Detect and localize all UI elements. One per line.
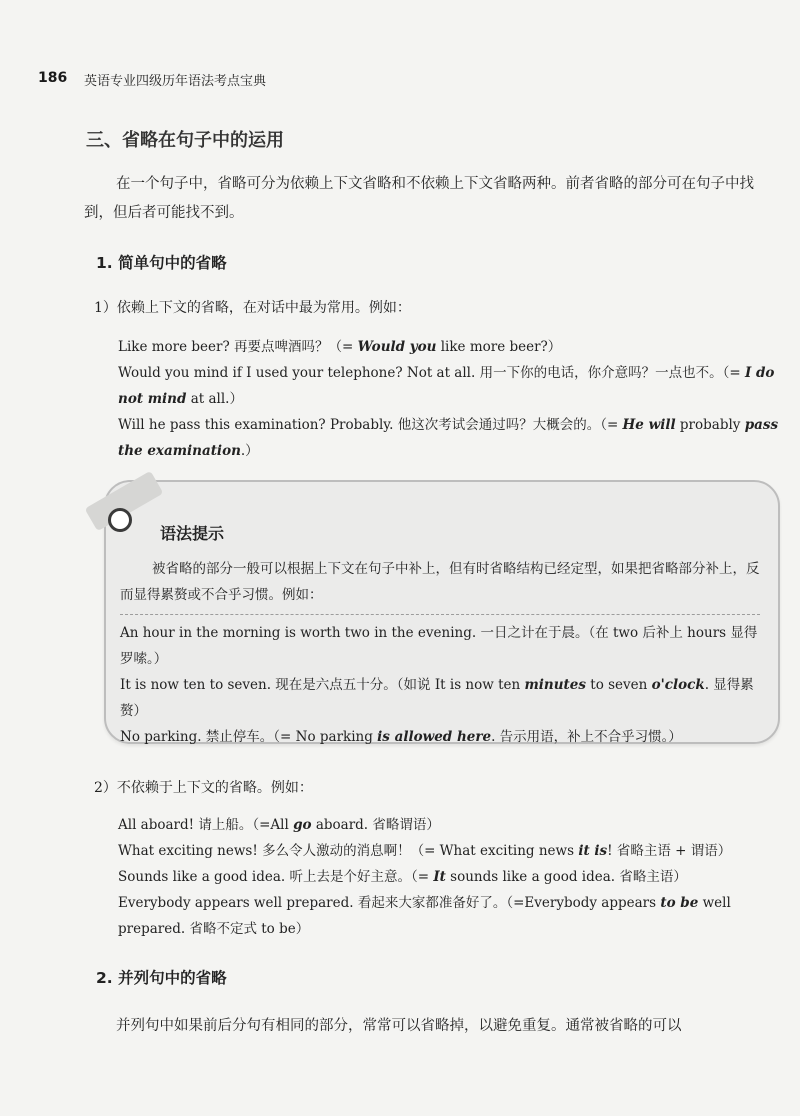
- example-line: [118, 812, 780, 838]
- tip-marker-icon: [108, 508, 132, 532]
- example-bold: I do not mind: [118, 365, 775, 407]
- example-line: [118, 864, 780, 890]
- item-1-examples: [118, 334, 780, 464]
- section-title: 三、省略在句子中的运用: [86, 130, 284, 151]
- example-bold: Would you: [357, 339, 437, 355]
- example-text: No parking. 禁止停车。（= No parking: [120, 729, 378, 745]
- example-bold: pass the examination: [118, 417, 779, 459]
- tip-example-line: [120, 724, 760, 750]
- example-bold: go: [293, 817, 312, 833]
- grammar-tip-title: 语法提示: [160, 524, 225, 543]
- example-text: like more beer?）: [436, 339, 562, 355]
- example-bold: to be: [660, 895, 699, 911]
- subsection-2-intro: [84, 1012, 780, 1041]
- example-text: .）: [240, 443, 259, 459]
- book-title: 英语专业四级历年语法考点宝典: [84, 74, 267, 89]
- example-text: to seven: [585, 677, 652, 693]
- example-bold: minutes: [524, 677, 586, 693]
- example-bold: is allowed here: [377, 729, 492, 745]
- item-2-examples: [118, 812, 780, 942]
- example-text: Like more beer? 再要点啤酒吗？（=: [118, 339, 358, 355]
- grammar-tip-examples: [120, 620, 760, 750]
- example-text: Would you mind if I used your telephone? Not at all. 用一下你的电话，你介意吗？一点也不。（=: [118, 365, 745, 381]
- example-text: Will he pass this examination? Probably. 他这次考试会通过吗？大概会的。（=: [118, 417, 623, 433]
- section-intro: [84, 170, 780, 228]
- example-text: All aboard! 请上船。（=All: [118, 817, 294, 833]
- example-text: It is now ten to seven. 现在是六点五十分。（如说 It is now ten: [120, 677, 525, 693]
- example-line: [118, 412, 780, 464]
- example-bold: it is: [578, 843, 608, 859]
- item-1-title: 1）依赖上下文的省略，在对话中最为常用。例如：: [94, 300, 411, 316]
- example-text: ! 省略主语 + 谓语）: [607, 843, 732, 859]
- example-line: [118, 334, 780, 360]
- example-bold: It: [433, 869, 446, 885]
- subsection-2-intro-text: 并列句中如果前后分句有相同的部分，常常可以省略掉，以避免重复。通常被省略的可以: [116, 1018, 682, 1034]
- example-line: [118, 838, 780, 864]
- example-text: . 告示用语，补上不合乎习惯。）: [491, 729, 682, 745]
- example-line: [118, 890, 780, 942]
- example-text: well prepared. 省略不定式 to be）: [118, 895, 731, 937]
- example-text: Everybody appears well prepared. 看起来大家都准备好了。（=Everybody appears: [118, 895, 661, 911]
- item-2-title: 2）不依赖于上下文的省略。例如：: [94, 780, 313, 796]
- tip-example-line: [120, 672, 760, 724]
- grammar-tip-text: 被省略的部分一般可以根据上下文在句子中补上，但有时省略结构已经定型，如果把省略部分补上，反而显得累赘或不合乎习惯。例如：: [120, 561, 760, 603]
- page-number: 186: [38, 70, 68, 86]
- example-text: Sounds like a good idea. 听上去是个好主意。（=: [118, 869, 434, 885]
- tip-example-line: [120, 620, 760, 672]
- example-text: What exciting news! 多么令人激动的消息啊！（= What exciting news: [118, 843, 579, 859]
- tip-divider: [120, 614, 760, 615]
- subsection-2-title: 2. 并列句中的省略: [96, 969, 227, 987]
- example-text: An hour in the morning is worth two in the evening. 一日之计在于晨。（在 two 后补上 hours 显得罗嗦。）: [120, 625, 758, 667]
- example-text: probably: [675, 417, 745, 433]
- example-text: at all.）: [186, 391, 243, 407]
- section-intro-text: 在一个句子中，省略可分为依赖上下文省略和不依赖上下文省略两种。前者省略的部分可在句子中找到，但后者可能找不到。: [84, 176, 754, 221]
- example-bold: o'clock: [651, 677, 705, 693]
- example-text: sounds like a good idea. 省略主语）: [445, 869, 687, 885]
- example-line: [118, 360, 780, 412]
- example-text: aboard. 省略谓语）: [311, 817, 440, 833]
- grammar-tip-body: [120, 556, 760, 608]
- example-text: . 显得累赘）: [120, 677, 754, 719]
- subsection-1-title: 1. 简单句中的省略: [96, 254, 227, 272]
- example-bold: He will: [622, 417, 676, 433]
